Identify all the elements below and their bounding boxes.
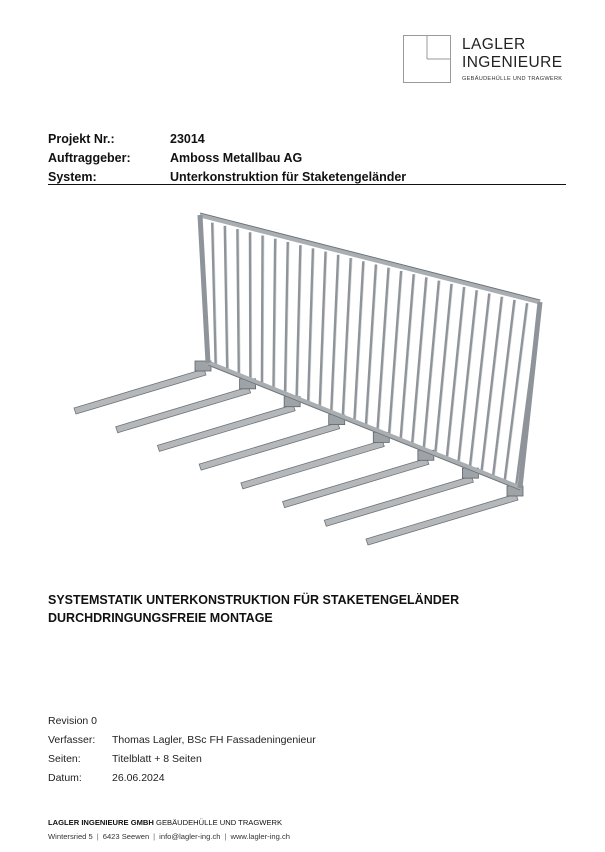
baluster <box>354 261 363 421</box>
baluster-highlight <box>367 265 377 426</box>
baluster <box>493 300 514 476</box>
project-number-value: 23014 <box>170 131 205 146</box>
baluster <box>262 236 263 384</box>
system-label: System: <box>48 169 97 184</box>
baluster <box>412 277 426 444</box>
project-number-label: Projekt Nr.: <box>48 131 115 146</box>
pages-value: Titelblatt + 8 Seiten <box>112 752 202 765</box>
baluster <box>389 271 401 435</box>
project-info <box>48 129 566 186</box>
railing-illustration <box>60 205 550 575</box>
footer-separator: | <box>96 832 99 841</box>
author-row <box>48 730 448 749</box>
author-value: Thomas Lagler, BSc FH Fassadeningenieur <box>112 733 316 746</box>
footer-address: Wintersried 5 <box>48 832 93 841</box>
baluster <box>424 281 439 449</box>
footer-email[interactable]: info@lagler-ing.ch <box>159 832 221 841</box>
footer-company-line <box>48 817 568 828</box>
footer-city: 6423 Seewen <box>102 832 150 841</box>
footer-contact-line <box>48 831 568 842</box>
project-number-row <box>48 129 566 148</box>
document-meta <box>48 711 448 787</box>
baluster-highlight <box>379 268 390 430</box>
logo-name-line1: LAGLER <box>462 36 526 53</box>
document-headline <box>48 591 588 627</box>
baluster <box>331 255 338 412</box>
client-label: Auftraggeber: <box>48 150 131 165</box>
date-value: 26.06.2024 <box>112 771 165 784</box>
client-row <box>48 148 566 167</box>
bottom-rail <box>208 363 520 488</box>
baluster <box>237 229 238 375</box>
date-label: Datum: <box>48 771 82 784</box>
author-label: Verfasser: <box>48 733 96 746</box>
footer-company-name: LAGLER INGENIEURE GMBH <box>48 818 154 827</box>
baluster <box>366 265 376 426</box>
logo-name-line2: INGENIEURE <box>462 54 563 71</box>
revision-row <box>48 711 448 730</box>
left-post <box>200 215 208 363</box>
baluster-highlight <box>356 261 365 421</box>
info-divider <box>48 184 566 185</box>
headline-line1: SYSTEMSTATIK UNTERKONSTRUKTION FÜR STAKETENGELÄNDER <box>48 593 460 607</box>
baluster <box>401 274 414 439</box>
baluster-highlight <box>391 271 403 435</box>
baluster-highlight <box>344 258 352 416</box>
footer-company-suffix: GEBÄUDEHÜLLE UND TRAGWERK <box>156 818 283 827</box>
system-value: Unterkonstruktion für Staketengeländer <box>170 169 407 184</box>
company-logo <box>403 35 573 95</box>
logo-tagline: GEBÄUDEHÜLLE UND TRAGWERK <box>462 76 563 82</box>
footer-separator: | <box>153 832 156 841</box>
baluster <box>378 268 389 430</box>
page-footer <box>48 817 568 842</box>
baluster <box>343 258 351 416</box>
pages-row <box>48 749 448 768</box>
footer-separator: | <box>224 832 227 841</box>
client-value: Amboss Metallbau AG <box>170 150 303 165</box>
pages-label: Seiten: <box>48 752 81 765</box>
date-row <box>48 768 448 787</box>
logo-square-icon <box>403 35 451 83</box>
revision-text: Revision 0 <box>48 714 98 727</box>
baluster <box>285 242 288 393</box>
baluster <box>482 297 502 472</box>
footer-web[interactable]: www.lagler-ing.ch <box>230 832 290 841</box>
baluster-highlight <box>402 274 415 439</box>
headline-line2: DURCHDRINGUNGSFREIE MONTAGE <box>48 611 273 625</box>
baluster <box>320 252 326 407</box>
